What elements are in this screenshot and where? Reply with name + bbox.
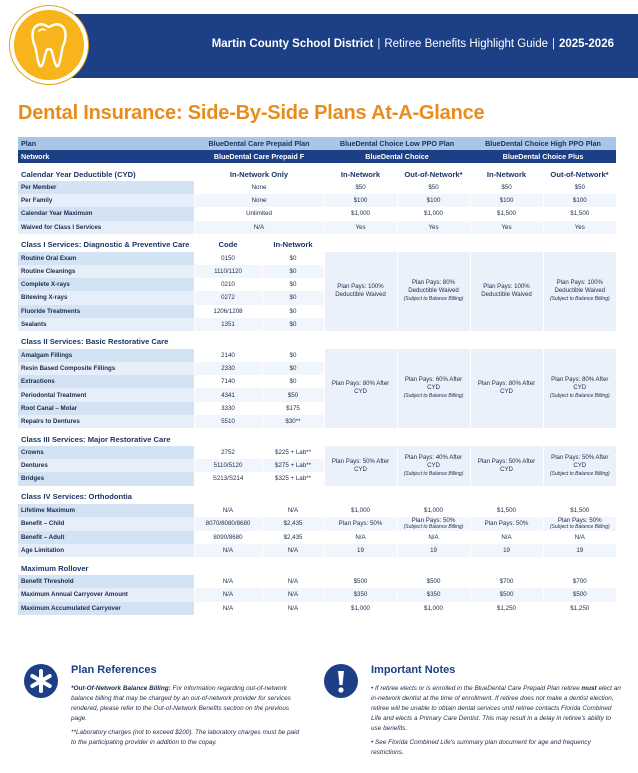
plan-pays-text: Plan Pays: 100% Deductible Waived: [481, 283, 532, 299]
row-label: Routine Oral Exam: [18, 252, 194, 265]
plan-pays-text: Plan Pays: 40% After CYD: [404, 453, 463, 469]
col-head: Out-of-Network*: [550, 169, 609, 179]
important-notes-title: Important Notes: [371, 664, 456, 676]
cell-value: $325 + Lab**: [262, 472, 324, 485]
cell-value: [543, 517, 616, 531]
cell-value: $0: [262, 362, 324, 375]
cell-value: $1,500: [543, 207, 616, 220]
row-label: Amalgam Fillings: [18, 349, 194, 362]
row-label: Fluoride Treatments: [18, 305, 194, 318]
cell-value: [543, 504, 616, 517]
cell-text: $1,000: [351, 506, 370, 514]
cell-value: $0: [262, 278, 324, 291]
row-label: Root Canal – Molar: [18, 402, 194, 415]
section-header: [18, 234, 616, 252]
row-label: Repairs to Dentures: [18, 415, 194, 428]
row-label: Bridges: [18, 472, 194, 485]
cell-code: 0210: [194, 278, 262, 291]
cell-value: $30**: [262, 415, 324, 428]
cell-value: Yes: [543, 221, 616, 234]
cell-text: $500: [572, 591, 587, 599]
plan-pays-text: Plan Pays: 80% After CYD: [477, 380, 536, 396]
section-header: [18, 486, 616, 504]
cell-code: 1351: [194, 318, 262, 331]
ref-text: For information regarding out-of-network balance billing that may be charged by an out-of-network provider for services rendered, please refer to the Out-of-Network Benefits section on the previous page.: [71, 685, 291, 722]
cell-value: [470, 517, 543, 531]
cell-text: Plan Pays: 50%: [411, 516, 456, 524]
cell-value: $100: [324, 194, 397, 207]
plan-row: [18, 137, 616, 150]
cell-code: 3330: [194, 402, 262, 415]
cell-value: $100: [543, 194, 616, 207]
cell-value: $0: [262, 375, 324, 388]
plan-pays-cell: [470, 349, 543, 428]
plan-pays-cell: [397, 252, 470, 331]
cell-value: [324, 531, 397, 544]
cell-text: $350: [353, 591, 368, 599]
cell-value: [324, 504, 397, 517]
cell-code: 8070/8080/8680: [194, 517, 262, 531]
cell-value: [470, 504, 543, 517]
cell-value: None: [194, 194, 324, 207]
plan-pays-text: Plan Pays: 80% Deductible Waived: [408, 279, 459, 295]
cell-value: $0: [262, 305, 324, 318]
cell-text: $1,000: [424, 604, 443, 612]
ref-lab-charges: **Laboratory charges (not to exceed $200). The laboratory charges must be paid to the participating provider in addition to the copay.: [71, 729, 300, 746]
cell-value: [543, 602, 616, 615]
cell-text: $1,250: [570, 604, 590, 612]
network-prepaid: BlueDental Care Prepaid F: [194, 150, 324, 163]
network-low: BlueDental Choice: [324, 150, 470, 163]
network-high: BlueDental Choice Plus: [470, 150, 616, 163]
cell-value: $2,435: [262, 517, 324, 531]
row-label: Per Family: [18, 194, 194, 207]
cell-value: Yes: [470, 221, 543, 234]
cell-code: N/A: [194, 504, 262, 517]
cell-text: $350: [426, 591, 441, 599]
table-row: [18, 531, 616, 544]
cell-text: $700: [499, 578, 514, 586]
cell-value: [324, 588, 397, 601]
col-head: In-Network: [340, 169, 381, 179]
row-label: Benefit Threshold: [18, 575, 194, 588]
cell-value: $50: [324, 181, 397, 194]
cell-value: [397, 531, 470, 544]
cell-text: $1,000: [424, 506, 443, 514]
plan-pays-cell: [470, 446, 543, 486]
balance-billing-note: (Subject to Balance Billing): [403, 523, 464, 530]
cell-value: Yes: [324, 221, 397, 234]
section-title: Class I Services: Diagnostic & Preventive Care: [21, 240, 190, 250]
plan-pays-cell: [470, 252, 543, 331]
cell-value: [397, 517, 470, 531]
cell-code: N/A: [194, 602, 262, 615]
table-row: [18, 517, 616, 531]
cell-value: $0: [262, 349, 324, 362]
ref-balance-billing: [71, 684, 305, 724]
cell-value: [470, 544, 543, 557]
cell-text: $1,500: [497, 506, 516, 514]
cell-value: $0: [262, 318, 324, 331]
plan-pays-cell: [397, 446, 470, 486]
cell-value: $175: [262, 402, 324, 415]
plan-pays-cell: [543, 252, 616, 331]
section-title: Class III Services: Major Restorative Care: [21, 434, 171, 444]
note-text: elect an in-network dentist at the time of enrollment. If retiree does not make a dentist election, retiree will be unable to obtain dental services until retiree contacts Florida Combined Life and elects a Primary Care Dentist. This may result in a delay in retiree's ability to use benefits.: [371, 685, 621, 732]
row-label: Complete X-rays: [18, 278, 194, 291]
cell-code: N/A: [194, 544, 262, 557]
cell-text: N/A: [428, 533, 439, 541]
note-text: • If retiree elects or is enrolled in the BlueDental Care Prepaid Plan retiree: [371, 685, 582, 692]
ref-bold: *Out-Of-Network Balance Billing:: [71, 685, 171, 692]
district-name: Martin County School District: [211, 38, 374, 50]
network-row: [18, 150, 616, 163]
cell-value: [543, 531, 616, 544]
section-title: Class IV Services: Orthodontia: [21, 492, 132, 502]
col-head: In-Network: [273, 240, 313, 250]
cell-text: $700: [572, 578, 587, 586]
cell-text: $500: [499, 591, 514, 599]
row-label: Benefit – Child: [18, 517, 194, 531]
note-restrictions: • See Florida Combined Life's summary plan document for age and frequency restrictions.: [371, 739, 591, 756]
cell-value: N/A: [262, 588, 324, 601]
plan-prepaid: BlueDental Care Prepaid Plan: [194, 137, 324, 150]
cell-code: 1110/1120: [194, 265, 262, 278]
cell-code: N/A: [194, 588, 262, 601]
page-title: Dental Insurance: Side-By-Side Plans At-A-Glance: [18, 102, 485, 124]
network-row-label: Network: [18, 150, 194, 163]
table-row: [18, 446, 616, 459]
plan-references-body: [71, 684, 305, 752]
plan-pays-text: Plan Pays: 80% After CYD: [551, 376, 609, 392]
section-title: Class II Services: Basic Restorative Care: [21, 337, 169, 347]
cell-value: $50: [397, 181, 470, 194]
cell-value: $1,000: [324, 207, 397, 220]
cell-value: N/A: [262, 504, 324, 517]
guide-name: Retiree Benefits Highlight Guide: [384, 38, 548, 50]
cell-text: N/A: [574, 533, 585, 541]
row-label: Resin Based Composite Fillings: [18, 362, 194, 375]
cell-value: [397, 602, 470, 615]
cell-value: $1,000: [397, 207, 470, 220]
cell-value: $275 + Lab**: [262, 459, 324, 472]
row-label: Periodontal Treatment: [18, 388, 194, 401]
cell-value: [470, 588, 543, 601]
cell-value: Unlimited: [194, 207, 324, 220]
plan-pays-cell: [397, 349, 470, 428]
plan-pays-cell: [543, 349, 616, 428]
col-head: In-Network: [486, 169, 527, 179]
cell-code: 0150: [194, 252, 262, 265]
cell-value: $50: [470, 181, 543, 194]
plan-high: BlueDental Choice High PPO Plan: [470, 137, 616, 150]
balance-billing-note: (Subject to Balance Billing): [403, 470, 464, 477]
plan-pays-text: Plan Pays: 60% After CYD: [404, 376, 463, 392]
cell-value: [543, 588, 616, 601]
plan-pays-text: Plan Pays: 50% After CYD: [331, 457, 390, 473]
section-header: [18, 331, 616, 349]
cell-value: [397, 575, 470, 588]
cell-code: 5110/5120: [194, 459, 262, 472]
cell-value: [324, 602, 397, 615]
plan-pays-text: Plan Pays: 50% After CYD: [551, 453, 609, 469]
cell-text: 19: [357, 547, 364, 555]
note-bold: must: [581, 685, 597, 692]
cell-code: N/A: [194, 575, 262, 588]
row-label: Bitewing X-rays: [18, 291, 194, 304]
cell-code: 4341: [194, 388, 262, 401]
logo-badge: [10, 6, 88, 84]
cell-code: 0272: [194, 291, 262, 304]
cell-value: [324, 575, 397, 588]
row-label: Maximum Annual Carryover Amount: [18, 588, 194, 601]
cell-text: Plan Pays: 50%: [484, 520, 529, 528]
exclamation-icon: [324, 664, 358, 698]
balance-billing-note: (Subject to Balance Billing): [403, 296, 464, 303]
tooth-icon: [30, 22, 68, 68]
table-row: [18, 207, 616, 220]
cell-value: N/A: [262, 544, 324, 557]
plan-pays-cell: [324, 446, 397, 486]
cell-text: 19: [503, 547, 510, 555]
cell-value: $50: [543, 181, 616, 194]
cell-value: $0: [262, 265, 324, 278]
section-title: Calendar Year Deductible (CYD): [21, 169, 136, 179]
plan-year: 2025-2026: [559, 38, 614, 50]
cell-text: $1,250: [497, 604, 516, 612]
row-label: Crowns: [18, 446, 194, 459]
important-notes-body: [371, 684, 621, 762]
cell-code: 2752: [194, 446, 262, 459]
cell-text: $1,500: [570, 506, 590, 514]
cell-value: [470, 575, 543, 588]
cell-value: [470, 602, 543, 615]
cell-value: [324, 517, 397, 531]
cell-value: $2,435: [262, 531, 324, 544]
cell-text: N/A: [501, 533, 512, 541]
cell-code: 7140: [194, 375, 262, 388]
cell-value: $0: [262, 252, 324, 265]
cell-code: 8090/8680: [194, 531, 262, 544]
cell-code: 5510: [194, 415, 262, 428]
cell-value: None: [194, 181, 324, 194]
table-row: [18, 194, 616, 207]
cell-value: N/A: [194, 221, 324, 234]
table-row: [18, 575, 616, 588]
plan-pays-text: Plan Pays: 100% Deductible Waived: [335, 283, 386, 299]
cell-value: [397, 588, 470, 601]
col-head: Out-of-Network*: [404, 169, 463, 179]
cell-value: [397, 504, 470, 517]
table-row: [18, 504, 616, 517]
cell-text: $1,000: [351, 604, 370, 612]
row-label: Benefit – Adult: [18, 531, 194, 544]
col-head: In-Network Only: [229, 169, 289, 179]
cell-code: 1206/1208: [194, 305, 262, 318]
row-label: Waived for Class I Services: [18, 221, 194, 234]
balance-billing-note: (Subject to Balance Billing): [549, 470, 610, 477]
cell-text: 19: [576, 547, 584, 555]
row-label: Extractions: [18, 375, 194, 388]
table-row: [18, 544, 616, 557]
row-label: Maximum Accumulated Carryover: [18, 602, 194, 615]
cell-value: [543, 544, 616, 557]
plan-pays-text: Plan Pays: 80% After CYD: [331, 380, 390, 396]
section-header: [18, 557, 616, 575]
cell-value: N/A: [262, 575, 324, 588]
header-text: Martin County School District | Retiree Benefits Highlight Guide | 2025-2026: [211, 38, 614, 50]
asterisk-icon: [24, 664, 58, 698]
plan-pays-cell: [324, 349, 397, 428]
cell-value: [324, 544, 397, 557]
row-label: Dentures: [18, 459, 194, 472]
plan-low: BlueDental Choice Low PPO Plan: [324, 137, 470, 150]
table-row: [18, 588, 616, 601]
plan-pays-cell: [324, 252, 397, 331]
section-title: Maximum Rollover: [21, 563, 89, 573]
cell-text: $500: [353, 578, 368, 586]
row-label: Age Limitation: [18, 544, 194, 557]
cell-text: Plan Pays: 50%: [338, 520, 383, 528]
balance-billing-note: (Subject to Balance Billing): [403, 393, 464, 400]
row-label: Calendar Year Maximum: [18, 207, 194, 220]
table-row: [18, 181, 616, 194]
cell-text: Plan Pays: 50%: [557, 516, 602, 524]
balance-billing-note: (Subject to Balance Billing): [549, 523, 610, 530]
cell-value: $50: [262, 388, 324, 401]
table-row: [18, 349, 616, 362]
cell-text: $500: [426, 578, 441, 586]
cell-text: N/A: [355, 533, 366, 541]
plan-references-title: Plan References: [71, 664, 157, 676]
cell-value: $100: [470, 194, 543, 207]
plans-table: [18, 137, 616, 615]
col-head: Code: [218, 240, 238, 250]
page-header: [0, 0, 638, 92]
section-header: [18, 428, 616, 446]
cell-value: [543, 575, 616, 588]
plan-pays-cell: [543, 446, 616, 486]
balance-billing-note: (Subject to Balance Billing): [549, 393, 610, 400]
plan-pays-text: Plan Pays: 50% After CYD: [477, 457, 536, 473]
plan-pays-text: Plan Pays: 100% Deductible Waived: [554, 279, 606, 295]
cell-value: Yes: [397, 221, 470, 234]
cell-text: 19: [430, 547, 437, 555]
row-label: Per Member: [18, 181, 194, 194]
section-header: [18, 163, 616, 181]
cell-value: $225 + Lab**: [262, 446, 324, 459]
cell-code: 2330: [194, 362, 262, 375]
cell-value: $1,500: [470, 207, 543, 220]
row-label: Sealants: [18, 318, 194, 331]
cell-value: $0: [262, 291, 324, 304]
table-row: [18, 221, 616, 234]
table-row: [18, 252, 616, 265]
table-row: [18, 602, 616, 615]
balance-billing-note: (Subject to Balance Billing): [549, 296, 610, 303]
cell-value: [397, 544, 470, 557]
note-prepaid: [371, 684, 621, 734]
cell-value: N/A: [262, 602, 324, 615]
plan-row-label: Plan: [18, 137, 194, 150]
cell-value: $100: [397, 194, 470, 207]
row-label: Lifetime Maximum: [18, 504, 194, 517]
row-label: Routine Cleanings: [18, 265, 194, 278]
cell-value: [470, 531, 543, 544]
cell-code: 2140: [194, 349, 262, 362]
cell-code: S213/S214: [194, 472, 262, 485]
